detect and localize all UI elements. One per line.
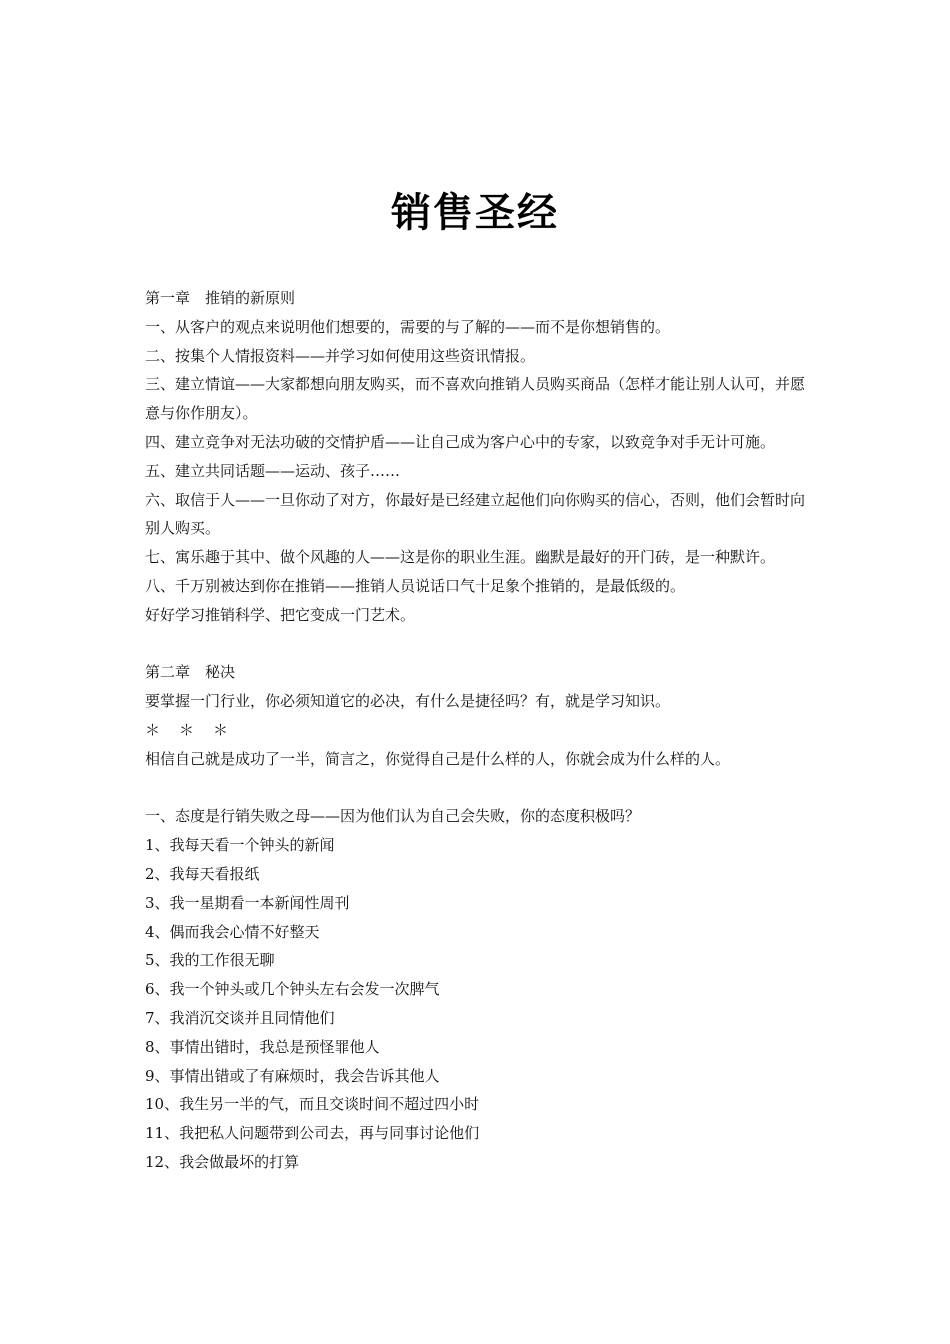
chapter-1-closing: 好好学习推销科学、把它变成一门艺术。 xyxy=(145,605,416,624)
chapter-1-item-4: 四、建立竞争对无法功破的交情护盾——让自己成为客户心中的专家，以致竞争对手无计可施。 xyxy=(145,432,776,451)
chapter-1-item-2: 二、按集个人情报资料——并学习如何使用这些资讯情报。 xyxy=(145,346,536,365)
checklist-item: 5、我的工作很无聊 xyxy=(145,951,275,970)
checklist-item: 2、我每天看报纸 xyxy=(145,864,260,883)
chapter-1-item-3: 三、建立情谊——大家都想向朋友购买，而不喜欢向推销人员购买商品（怎样才能让别人认可，并愿意与你作朋友）。 xyxy=(145,375,806,423)
chapter-1-item-1: 一、从客户的观点来说明他们想要的，需要的与了解的——而不是你想销售的。 xyxy=(145,317,671,336)
checklist-item: 3、我一星期看一本新闻性周刊 xyxy=(145,893,350,912)
chapter-2-intro: 要掌握一门行业，你必须知道它的必决，有什么是捷径吗？有，就是学习知识。 xyxy=(145,692,671,711)
checklist-item: 8、事情出错时，我总是预怪罪他人 xyxy=(145,1037,380,1056)
chapter-1-heading: 第一章 推销的新原则 xyxy=(145,289,296,307)
blank-line xyxy=(145,774,805,803)
checklist-item: 6、我一个钟头或几个钟头左右会发一次脾气 xyxy=(145,980,440,999)
section-separator-stars: ＊ ＊ ＊ xyxy=(145,720,231,739)
chapter-1-item-8: 八、千万别被达到你在推销——推销人员说话口气十足象个推销的，是最低级的。 xyxy=(145,576,686,595)
checklist-item: 12、我会做最坏的打算 xyxy=(145,1152,300,1171)
document-title: 销售圣经 xyxy=(391,190,559,236)
checklist-item: 4、偶而我会心情不好整天 xyxy=(145,922,320,941)
checklist-item: 10、我生另一半的气，而且交谈时间不超过四小时 xyxy=(145,1095,480,1114)
checklist-item: 11、我把私人问题带到公司去，再与同事讨论他们 xyxy=(145,1124,480,1143)
document-body xyxy=(145,284,805,1177)
checklist-item: 1、我每天看一个钟头的新闻 xyxy=(145,836,335,855)
checklist-item: 7、我消沉交谈并且同情他们 xyxy=(145,1008,335,1027)
checklist-item: 9、事情出错或了有麻烦时，我会告诉其他人 xyxy=(145,1066,440,1085)
chapter-2-heading: 第二章 秘决 xyxy=(145,663,236,682)
chapter-1-item-6: 六、取信于人——一旦你动了对方，你最好是已经建立起他们向你购买的信心，否则，他们会暂时向别人购买。 xyxy=(145,490,806,538)
attitude-section-heading: 一、态度是行销失败之母——因为他们认为自己会失败，你的态度积极吗？ xyxy=(145,807,641,826)
blank-line xyxy=(145,630,805,659)
chapter-1-item-5: 五、建立共同话题——运动、孩子…… xyxy=(145,461,401,480)
chapter-2-belief: 相信自己就是成功了一半，简言之，你觉得自己是什么样的人，你就会成为什么样的人。 xyxy=(145,749,731,768)
chapter-1-item-7: 七、寓乐趣于其中、做个风趣的人——这是你的职业生涯。幽默是最好的开门砖，是一种默许。 xyxy=(145,548,776,567)
